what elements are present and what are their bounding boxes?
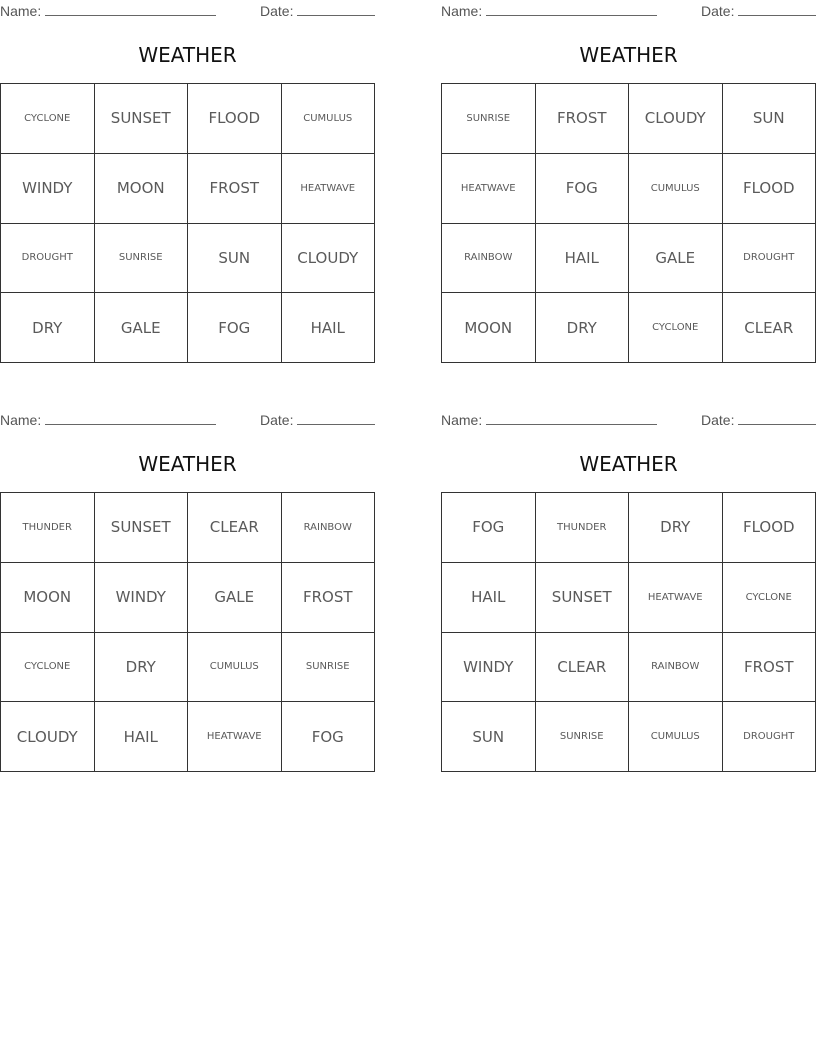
bingo-cell[interactable]: SUN bbox=[188, 224, 282, 294]
bingo-cell[interactable]: THUNDER bbox=[1, 493, 95, 563]
bingo-cell[interactable]: HAIL bbox=[536, 224, 630, 294]
bingo-cell[interactable]: MOON bbox=[442, 293, 536, 363]
bingo-cell[interactable]: RAINBOW bbox=[282, 493, 376, 563]
bingo-cell[interactable]: FLOOD bbox=[723, 493, 816, 563]
bingo-cell[interactable]: FLOOD bbox=[188, 84, 282, 154]
bingo-cell[interactable]: DROUGHT bbox=[1, 224, 95, 294]
name-label: Name: bbox=[441, 3, 483, 19]
bingo-cell[interactable]: GALE bbox=[629, 224, 723, 294]
bingo-cell[interactable]: CLEAR bbox=[188, 493, 282, 563]
card-title: WEATHER bbox=[579, 43, 678, 67]
date-blank-line[interactable] bbox=[297, 2, 375, 16]
bingo-cell[interactable]: CYCLONE bbox=[1, 84, 95, 154]
bingo-cell[interactable]: CYCLONE bbox=[723, 563, 816, 633]
bingo-cell[interactable]: FOG bbox=[536, 154, 630, 224]
bingo-cell[interactable]: DRY bbox=[536, 293, 630, 363]
date-label: Date: bbox=[701, 412, 735, 428]
date-field[interactable] bbox=[701, 411, 816, 428]
bingo-cell[interactable]: CUMULUS bbox=[629, 154, 723, 224]
bingo-cell[interactable]: CLOUDY bbox=[282, 224, 376, 294]
bingo-cell[interactable]: DRY bbox=[1, 293, 95, 363]
bingo-cell[interactable]: SUNRISE bbox=[442, 84, 536, 154]
bingo-cell[interactable]: SUNRISE bbox=[282, 633, 376, 703]
bingo-card-2 bbox=[441, 0, 816, 365]
name-date-line bbox=[0, 411, 375, 429]
date-blank-line[interactable] bbox=[738, 411, 816, 425]
name-blank-line[interactable] bbox=[486, 2, 657, 16]
name-blank-line[interactable] bbox=[45, 411, 216, 425]
name-label: Name: bbox=[0, 3, 42, 19]
bingo-cell[interactable]: HEATWAVE bbox=[188, 702, 282, 772]
bingo-cell[interactable]: GALE bbox=[95, 293, 189, 363]
date-label: Date: bbox=[260, 3, 294, 19]
bingo-cell[interactable]: GALE bbox=[188, 563, 282, 633]
date-field[interactable] bbox=[260, 2, 375, 19]
card-title: WEATHER bbox=[138, 452, 237, 476]
bingo-card-1 bbox=[0, 0, 375, 365]
bingo-cell[interactable]: FROST bbox=[536, 84, 630, 154]
bingo-cell[interactable]: DRY bbox=[629, 493, 723, 563]
bingo-cell[interactable]: WINDY bbox=[442, 633, 536, 703]
date-field[interactable] bbox=[260, 411, 375, 428]
bingo-cell[interactable]: SUN bbox=[442, 702, 536, 772]
date-label: Date: bbox=[701, 3, 735, 19]
bingo-cell[interactable]: SUNRISE bbox=[536, 702, 630, 772]
name-date-line bbox=[441, 411, 816, 429]
bingo-cell[interactable]: SUNRISE bbox=[95, 224, 189, 294]
name-blank-line[interactable] bbox=[486, 411, 657, 425]
bingo-cell[interactable]: CYCLONE bbox=[1, 633, 95, 703]
bingo-cell[interactable]: CLEAR bbox=[536, 633, 630, 703]
bingo-cell[interactable]: HAIL bbox=[95, 702, 189, 772]
bingo-cell[interactable]: FOG bbox=[188, 293, 282, 363]
bingo-cell[interactable]: CYCLONE bbox=[629, 293, 723, 363]
bingo-cell[interactable]: HEATWAVE bbox=[282, 154, 376, 224]
bingo-cell[interactable]: THUNDER bbox=[536, 493, 630, 563]
bingo-cell[interactable]: DRY bbox=[95, 633, 189, 703]
bingo-cell[interactable]: HEATWAVE bbox=[629, 563, 723, 633]
name-field[interactable] bbox=[441, 411, 657, 428]
bingo-card-4 bbox=[441, 409, 816, 774]
name-field[interactable] bbox=[441, 2, 657, 19]
bingo-cell[interactable]: HAIL bbox=[282, 293, 376, 363]
bingo-cell[interactable]: FOG bbox=[442, 493, 536, 563]
bingo-cell[interactable]: HAIL bbox=[442, 563, 536, 633]
bingo-cell[interactable]: MOON bbox=[1, 563, 95, 633]
date-blank-line[interactable] bbox=[297, 411, 375, 425]
bingo-cell[interactable]: FROST bbox=[723, 633, 816, 703]
card-title: WEATHER bbox=[579, 452, 678, 476]
bingo-cell[interactable]: CLOUDY bbox=[1, 702, 95, 772]
bingo-cell[interactable]: CUMULUS bbox=[282, 84, 376, 154]
name-date-line bbox=[0, 2, 375, 20]
bingo-card-3 bbox=[0, 409, 375, 774]
bingo-cell[interactable]: DROUGHT bbox=[723, 224, 816, 294]
name-date-line bbox=[441, 2, 816, 20]
bingo-cell[interactable]: CUMULUS bbox=[188, 633, 282, 703]
date-field[interactable] bbox=[701, 2, 816, 19]
bingo-cell[interactable]: SUNSET bbox=[536, 563, 630, 633]
bingo-cell[interactable]: SUNSET bbox=[95, 493, 189, 563]
card-title: WEATHER bbox=[138, 43, 237, 67]
bingo-grid bbox=[0, 492, 375, 772]
bingo-cell[interactable]: HEATWAVE bbox=[442, 154, 536, 224]
bingo-cell[interactable]: FROST bbox=[282, 563, 376, 633]
bingo-cell[interactable]: CLOUDY bbox=[629, 84, 723, 154]
bingo-cell[interactable]: WINDY bbox=[95, 563, 189, 633]
date-blank-line[interactable] bbox=[738, 2, 816, 16]
bingo-cell[interactable]: DROUGHT bbox=[723, 702, 816, 772]
name-field[interactable] bbox=[0, 2, 216, 19]
bingo-cell[interactable]: MOON bbox=[95, 154, 189, 224]
name-label: Name: bbox=[0, 412, 42, 428]
bingo-grid bbox=[441, 492, 816, 772]
bingo-cell[interactable]: FOG bbox=[282, 702, 376, 772]
name-blank-line[interactable] bbox=[45, 2, 216, 16]
bingo-cell[interactable]: RAINBOW bbox=[442, 224, 536, 294]
bingo-cell[interactable]: CLEAR bbox=[723, 293, 816, 363]
bingo-cell[interactable]: WINDY bbox=[1, 154, 95, 224]
bingo-cell[interactable]: RAINBOW bbox=[629, 633, 723, 703]
name-label: Name: bbox=[441, 412, 483, 428]
bingo-cell[interactable]: FLOOD bbox=[723, 154, 816, 224]
bingo-grid bbox=[0, 83, 375, 363]
bingo-cell[interactable]: CUMULUS bbox=[629, 702, 723, 772]
bingo-cell[interactable]: SUNSET bbox=[95, 84, 189, 154]
bingo-grid bbox=[441, 83, 816, 363]
name-field[interactable] bbox=[0, 411, 216, 428]
bingo-cell[interactable]: FROST bbox=[188, 154, 282, 224]
date-label: Date: bbox=[260, 412, 294, 428]
bingo-cell[interactable]: SUN bbox=[723, 84, 816, 154]
